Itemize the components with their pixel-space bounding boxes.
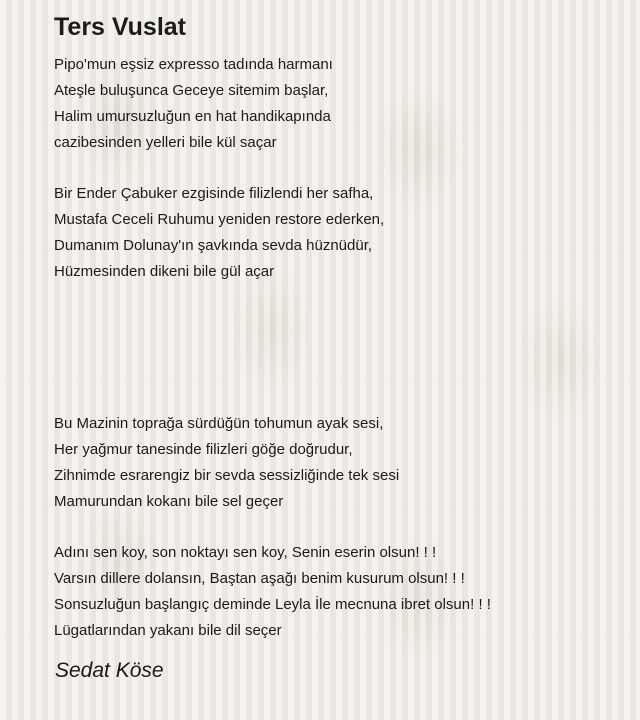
poem-line: Dumanım Dolunay'ın şavkında sevda hüznüdür, <box>54 237 373 254</box>
poem-line: Pipo'mun eşsiz expresso tadında harmanı <box>54 56 333 73</box>
poem-line: Ateşle buluşunca Geceye sitemim başlar, <box>54 82 329 99</box>
poem-author: Sedat Köse <box>55 659 164 682</box>
poem-line: Varsın dillere dolansın, Baştan aşağı benim kusurum olsun! ! ! <box>54 570 465 587</box>
poem-line: Her yağmur tanesinde filizleri göğe doğrudur, <box>54 441 353 458</box>
poem-line: Bu Mazinin toprağa sürdüğün tohumun ayak sesi, <box>54 415 384 432</box>
poem-line: Halim umursuzluğun en hat handikapında <box>54 108 331 125</box>
stanza-3 <box>54 411 399 515</box>
poem-line: cazibesinden yelleri bile kül saçar <box>54 134 277 151</box>
poem-line: Bir Ender Çabuker ezgisinde filizlendi her safha, <box>54 185 374 202</box>
stanza-4 <box>54 540 491 644</box>
poem-line: Adını sen koy, son noktayı sen koy, Senin eserin olsun! ! ! <box>54 544 437 561</box>
stanza-1 <box>54 52 333 156</box>
poem-line: Mustafa Ceceli Ruhumu yeniden restore ederken, <box>54 211 385 228</box>
poem-line: Hüzmesinden dikeni bile gül açar <box>54 263 275 280</box>
poem-title: Ters Vuslat <box>54 13 186 41</box>
poem-line: Mamurundan kokanı bile sel geçer <box>54 493 284 510</box>
poem-line: Sonsuzluğun başlangıç deminde Leyla İle mecnuna ibret olsun! ! ! <box>54 596 491 613</box>
poem-line: Zihnimde esrarengiz bir sevda sessizliğinde tek sesi <box>54 467 400 484</box>
stanza-2 <box>54 181 384 285</box>
poem-page <box>54 12 624 682</box>
poem-line: Lügatlarından yakanı bile dil seçer <box>54 622 282 639</box>
